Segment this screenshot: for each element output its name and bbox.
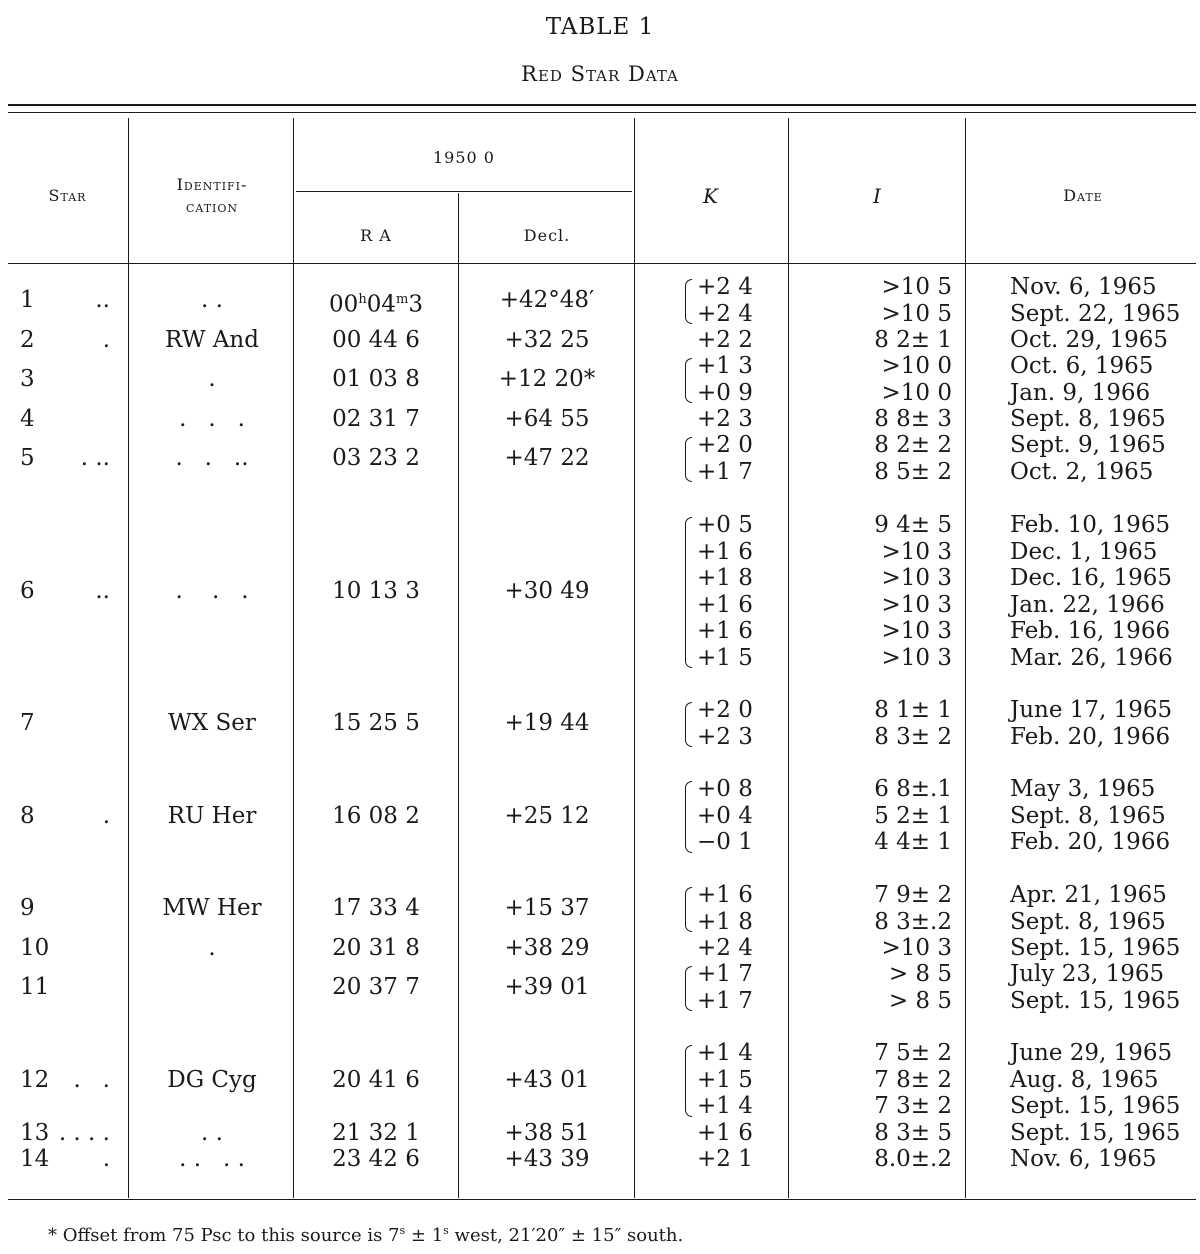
column-divider [634, 118, 635, 1198]
i-value: 8 2± 1 [874, 327, 952, 353]
i-value: >10 5 [881, 274, 952, 300]
i-value: 5 2± 1 [874, 802, 952, 829]
observation-date: Nov. 6, 1965 [1010, 1146, 1157, 1172]
i-value: >10 0 [881, 379, 952, 406]
observation-date: Sept. 9, 1965 [1010, 432, 1166, 458]
header-identification-line1: Identifi- [176, 175, 248, 194]
star-number: 9 [20, 895, 35, 922]
top-rule-second [8, 112, 1196, 113]
i-value: >10 3 [881, 591, 952, 618]
observation-date: Sept. 8, 1965 [1010, 406, 1166, 432]
k-value: +2 2 [697, 327, 753, 353]
k-value: +2 0 [697, 432, 753, 458]
observation-date: Feb. 16, 1966 [1010, 618, 1171, 644]
k-value: +1 8 [697, 565, 753, 591]
k-value: +1 4 [697, 1093, 753, 1119]
k-value: +0 4 [697, 802, 753, 829]
ra-value: 03 23 2 [332, 445, 420, 472]
i-value: 7 5± 2 [874, 1040, 952, 1066]
i-value: > 8 5 [888, 961, 952, 987]
decl-value: +38 29 [504, 935, 590, 961]
footnote: * Offset from 75 Psc to this source is $7^s \pm 1^s$ west, 21′20″ ± 15″ south. [48, 1224, 684, 1246]
epoch-rule [296, 191, 632, 192]
column-divider [965, 118, 966, 1198]
header-identification-line2: cation [185, 197, 239, 216]
header-rule [8, 263, 1196, 264]
ra-value: 20 41 6 [332, 1066, 420, 1093]
i-value: 7 8± 2 [874, 1066, 952, 1093]
observation-date: June 17, 1965 [1010, 697, 1173, 723]
observation-date: Mar. 26, 1966 [1010, 644, 1173, 671]
identification: RU Her [167, 802, 257, 829]
star-number: 3 [20, 366, 35, 393]
k-value: +2 4 [697, 274, 753, 300]
k-value: +1 7 [697, 961, 753, 987]
header-date: Date [1063, 186, 1103, 205]
star-number: 1 [20, 287, 35, 314]
star-number: 4 [20, 406, 35, 432]
top-rule [8, 104, 1196, 106]
decl-value: +43 01 [504, 1066, 590, 1093]
decl-value: +42°48′ [499, 287, 595, 314]
observation-date: Jan. 22, 1966 [1010, 591, 1165, 618]
k-value: +1 6 [697, 591, 753, 618]
k-value: +1 6 [697, 618, 753, 644]
header-identification [131, 174, 293, 218]
ra-value: 00$^h$04$^m$3 [329, 291, 423, 318]
ra-value: 10 13 3 [332, 578, 420, 605]
star-number: 2 [20, 327, 35, 353]
star-number: 12 [20, 1066, 50, 1093]
group-brace [685, 887, 692, 932]
k-value: +1 8 [697, 908, 753, 935]
observation-date: Jan. 9, 1966 [1010, 379, 1151, 406]
identification: RW And [165, 327, 259, 353]
i-value: 7 3± 2 [874, 1093, 952, 1119]
k-value: +2 0 [697, 697, 753, 723]
observation-date: Apr. 21, 1965 [1010, 882, 1167, 908]
observation-date: Dec. 1, 1965 [1010, 538, 1158, 565]
identification: . [208, 366, 216, 393]
k-value: +0 9 [697, 379, 753, 406]
decl-value: +15 37 [504, 895, 590, 922]
i-value: 8 8± 3 [874, 406, 952, 432]
star-leader-dots: . [102, 802, 110, 829]
observation-date: Sept. 15, 1965 [1010, 1120, 1181, 1146]
k-value: +0 8 [697, 776, 753, 802]
decl-value: +38 51 [504, 1120, 590, 1146]
ra-value: 00 44 6 [332, 327, 420, 353]
identification: . . .. [175, 445, 249, 472]
i-value: >10 3 [881, 618, 952, 644]
i-value: >10 3 [881, 935, 952, 961]
star-leader-dots: .. [95, 287, 110, 314]
i-value: 6 8±.1 [874, 776, 952, 802]
identification: MW Her [162, 895, 262, 922]
observation-date: Oct. 29, 1965 [1010, 327, 1169, 353]
k-value: +1 4 [697, 1040, 753, 1066]
observation-date: June 29, 1965 [1010, 1040, 1173, 1066]
ra-value: 02 31 7 [332, 406, 420, 432]
k-value: −0 1 [697, 829, 753, 855]
ra-value: 21 32 1 [332, 1120, 420, 1146]
group-brace [685, 437, 692, 482]
i-value: 8 3± 2 [874, 723, 952, 750]
observation-date: Nov. 6, 1965 [1010, 274, 1157, 300]
group-brace [685, 517, 692, 668]
identification: DG Cyg [167, 1066, 257, 1093]
group-brace [685, 966, 692, 1011]
header-ra: R A [360, 226, 392, 245]
k-value: +1 5 [697, 644, 753, 671]
decl-value: +30 49 [504, 578, 590, 605]
i-value: 8.0±.2 [874, 1146, 952, 1172]
star-leader-dots: .. [95, 578, 110, 605]
star-number: 13 [20, 1120, 50, 1146]
header-decl: Decl. [523, 226, 571, 245]
i-value: 8 2± 2 [874, 432, 952, 458]
k-value: +1 7 [697, 458, 753, 485]
star-number: 11 [20, 974, 50, 1001]
star-number: 14 [20, 1146, 50, 1172]
k-value: +2 4 [697, 935, 753, 961]
star-leader-dots: . .. [80, 445, 110, 472]
observation-date: Feb. 10, 1965 [1010, 512, 1171, 538]
k-value: +1 6 [697, 538, 753, 565]
observation-date: Sept. 15, 1965 [1010, 1093, 1181, 1119]
decl-value: +25 12 [504, 802, 590, 829]
k-value: +2 1 [697, 1146, 753, 1172]
identification: . . . . [179, 1146, 245, 1172]
k-value: +0 5 [697, 512, 753, 538]
observation-date: Sept. 22, 1965 [1010, 300, 1181, 327]
i-value: >10 0 [881, 353, 952, 379]
ra-value: 16 08 2 [332, 802, 420, 829]
i-value: 4 4± 1 [874, 829, 952, 855]
star-number: 7 [20, 710, 35, 737]
observation-date: Feb. 20, 1966 [1010, 829, 1171, 855]
star-number: 6 [20, 578, 35, 605]
identification: . . . [179, 406, 245, 432]
observation-date: Sept. 15, 1965 [1010, 935, 1181, 961]
observation-date: July 23, 1965 [1010, 961, 1165, 987]
k-value: +1 3 [697, 353, 753, 379]
bottom-rule [8, 1199, 1196, 1200]
decl-value: +12 20* [498, 366, 596, 393]
decl-value: +47 22 [504, 445, 590, 472]
i-value: 9 4± 5 [874, 512, 952, 538]
i-value: 8 1± 1 [874, 697, 952, 723]
group-brace [685, 358, 692, 403]
header-star: Star [48, 186, 87, 205]
observation-date: Sept. 8, 1965 [1010, 802, 1166, 829]
i-value: >10 5 [881, 300, 952, 327]
observation-date: Oct. 2, 1965 [1010, 458, 1154, 485]
column-divider [128, 118, 129, 1198]
star-leader-dots: . . [73, 1066, 110, 1093]
observation-date: Sept. 8, 1965 [1010, 908, 1166, 935]
k-value: +1 6 [697, 882, 753, 908]
ra-value: 15 25 5 [332, 710, 420, 737]
group-brace [685, 279, 692, 324]
group-brace [685, 1045, 692, 1117]
observation-date: Feb. 20, 1966 [1010, 723, 1171, 750]
star-leader-dots: . [102, 1146, 110, 1172]
header-k: K [703, 184, 719, 208]
decl-value: +39 01 [504, 974, 590, 1001]
observation-date: Aug. 8, 1965 [1010, 1066, 1159, 1093]
decl-value: +64 55 [504, 406, 590, 432]
identification: . . [201, 287, 223, 314]
k-value: +1 5 [697, 1066, 753, 1093]
star-number: 10 [20, 935, 50, 961]
k-value: +2 3 [697, 406, 753, 432]
decl-value: +19 44 [504, 710, 590, 737]
i-value: 8 3± 5 [874, 1120, 952, 1146]
star-leader-dots: . . . . [58, 1120, 110, 1146]
star-leader-dots: . [102, 327, 110, 353]
i-value: > 8 5 [888, 987, 952, 1014]
ra-value: 20 31 8 [332, 935, 420, 961]
ra-value: 20 37 7 [332, 974, 420, 1001]
identification: . [208, 935, 216, 961]
observation-date: May 3, 1965 [1010, 776, 1156, 802]
identification: WX Ser [168, 710, 256, 737]
observation-date: Oct. 6, 1965 [1010, 353, 1154, 379]
group-brace [685, 781, 692, 853]
ra-value: 01 03 8 [332, 366, 420, 393]
observation-date: Sept. 15, 1965 [1010, 987, 1181, 1014]
group-brace [685, 702, 692, 747]
i-value: >10 3 [881, 538, 952, 565]
decl-value: +43 39 [504, 1146, 590, 1172]
star-number: 5 [20, 445, 35, 472]
i-value: >10 3 [881, 565, 952, 591]
observation-date: Dec. 16, 1965 [1010, 565, 1172, 591]
i-value: 7 9± 2 [874, 882, 952, 908]
column-divider [293, 118, 294, 1198]
table-subtitle: Red Star Data [521, 62, 679, 86]
k-value: +2 4 [697, 300, 753, 327]
identification: . . [201, 1120, 223, 1146]
i-value: >10 3 [881, 644, 952, 671]
ra-value: 23 42 6 [332, 1146, 420, 1172]
k-value: +1 6 [697, 1120, 753, 1146]
i-value: 8 5± 2 [874, 458, 952, 485]
decl-value: +32 25 [504, 327, 590, 353]
k-value: +2 3 [697, 723, 753, 750]
i-value: 8 3±.2 [874, 908, 952, 935]
header-epoch: 1950 0 [433, 148, 495, 167]
star-number: 8 [20, 802, 35, 829]
table-title: TABLE 1 [545, 14, 655, 40]
identification: . . . [175, 578, 249, 605]
header-i: I [873, 184, 882, 208]
k-value: +1 7 [697, 987, 753, 1014]
ra-value: 17 33 4 [332, 895, 420, 922]
